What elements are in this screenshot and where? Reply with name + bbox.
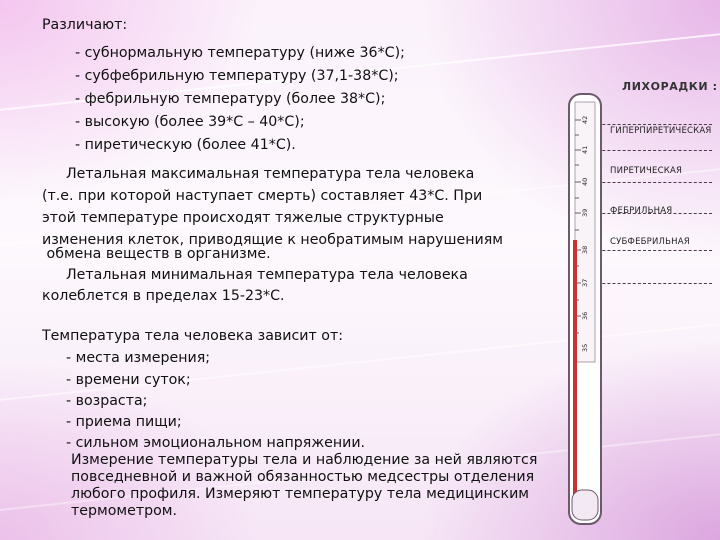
intro-item: - высокую (более 39*С – 40*С);	[75, 114, 305, 130]
measurement-line: любого профиля. Измеряют температуру тела медицинским	[71, 486, 530, 502]
intro-item: - субфебрильную температуру (37,1-38*С);	[75, 68, 399, 84]
intro-item: - фебрильную температуру (более 38*С);	[75, 91, 386, 107]
measurement-line: Измерение температуры тела и наблюдение за ней являются	[71, 452, 538, 468]
intro-heading: Различают:	[42, 17, 128, 33]
thermometer-icon	[560, 90, 610, 530]
band-label-pyretic: ПИРЕТИЧЕСКАЯ	[610, 166, 683, 176]
lethal-max-line: изменения клеток, приводящие к необратимым нарушениям	[42, 232, 503, 248]
scale-label: 39	[581, 208, 589, 217]
measurement-line: повседневной и важной обязанностью медсестры отделения	[71, 469, 535, 485]
band-label-febrile: ФЕБРИЛЬНАЯ	[610, 206, 673, 216]
intro-item: - пиретическую (более 41*С).	[75, 137, 296, 153]
scale-label: 41	[581, 145, 589, 154]
measurement-line: термометром.	[71, 503, 177, 519]
depends-item: - приема пищи;	[66, 414, 182, 430]
depends-heading: Температура тела человека зависит от:	[42, 328, 343, 344]
depends-item: - возраста;	[66, 393, 148, 409]
depends-item: - места измерения;	[66, 350, 211, 366]
lethal-max-line: (т.е. при которой наступает смерть) составляет 43*С. При	[42, 188, 483, 204]
lethal-min-line: колеблется в пределах 15-23*С.	[42, 288, 285, 304]
lethal-max-line: обмена веществ в организме.	[42, 246, 271, 262]
lethal-min-line: Летальная минимальная температура тела человека	[66, 267, 468, 283]
lethal-max-line: этой температуре происходят тяжелые структурные	[42, 210, 444, 226]
intro-item: - субнормальную температуру (ниже 36*С);	[75, 45, 405, 61]
scale-label: 36	[581, 311, 589, 320]
scale-label: 35	[581, 343, 589, 352]
scale-label: 37	[581, 278, 589, 287]
band-label-hyperpyretic: ГИПЕРПИРЕТИЧЕСКАЯ	[610, 126, 712, 136]
depends-item: - времени суток;	[66, 372, 191, 388]
lethal-max-line: Летальная максимальная температура тела человека	[66, 166, 475, 182]
figure-title: ЛИХОРАДКИ :	[622, 80, 718, 93]
depends-item: - сильном эмоциональном напряжении.	[66, 435, 366, 451]
scale-label: 38	[581, 245, 589, 254]
scale-label: 42	[581, 115, 589, 124]
scale-label: 40	[581, 177, 589, 186]
band-label-subfebrile: СУБФЕБРИЛЬНАЯ	[610, 237, 690, 247]
